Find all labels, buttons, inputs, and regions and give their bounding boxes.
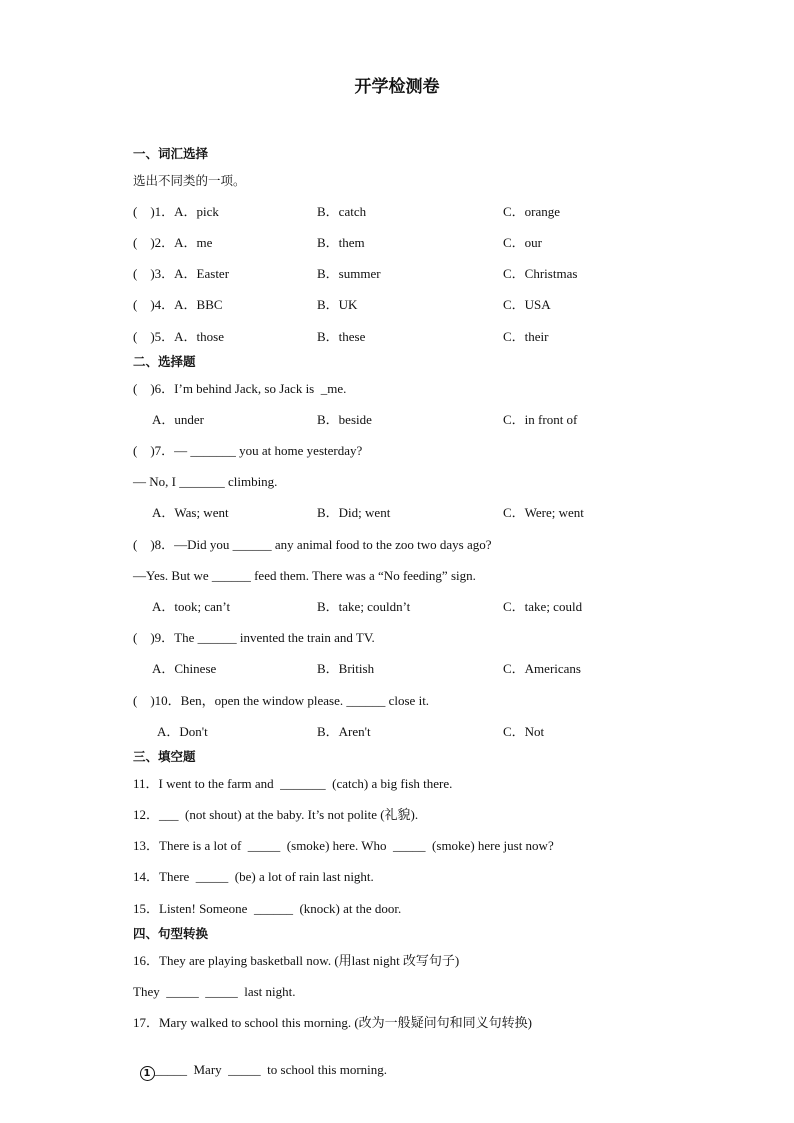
question-14: 14．There _____ (be) a lot of rain last night.: [133, 869, 374, 884]
question-13: 13．There is a lot of _____ (smoke) here. Who _____ (smoke) here just now?: [133, 838, 554, 853]
question-6: ( )6．I’m behind Jack, so Jack is _me.: [133, 381, 347, 396]
question-8-reply: —Yes. But we ______ feed them. There was a “No feeding” sign.: [133, 568, 476, 583]
option-b: B．Did; went: [317, 505, 391, 520]
option-c: C．take; could: [503, 599, 583, 614]
question-15: 15．Listen! Someone ______ (knock) at the door.: [133, 901, 402, 916]
option-c: C．Not: [503, 724, 545, 739]
question-17-answer: _____ Mary _____ to school this morning.: [154, 1062, 388, 1077]
option-c: C．USA: [503, 297, 551, 312]
option-b: B．these: [317, 329, 366, 344]
option-b: B．summer: [317, 266, 381, 281]
question-3: ( )3．A．Easter: [133, 266, 230, 281]
question-11: 11．I went to the farm and _______ (catch) a big fish there.: [133, 776, 453, 791]
option-a: A．under: [152, 412, 204, 427]
question-16: 16．They are playing basketball now. (用last night 改写句子): [133, 953, 460, 968]
question-7-reply: — No, I _______ climbing.: [133, 474, 278, 489]
option-b: B．them: [317, 235, 365, 250]
question-1: ( )1．A．pick: [133, 204, 219, 219]
question-9: ( )9．The ______ invented the train and TV.: [133, 630, 375, 645]
option-c: C．Americans: [503, 661, 581, 676]
option-c: C．our: [503, 235, 543, 250]
question-16-answer: They _____ _____ last night.: [133, 984, 296, 999]
option-b: B．catch: [317, 204, 367, 219]
option-b: B．UK: [317, 297, 358, 312]
section-heading-transform: 四、句型转换: [133, 926, 209, 941]
option-b: B．beside: [317, 412, 372, 427]
circled-number-marker: 1: [140, 1066, 155, 1081]
option-c: C．in front of: [503, 412, 578, 427]
option-a: A．took; can’t: [152, 599, 231, 614]
page-title: 开学检测卷: [354, 77, 440, 97]
question-12: 12．___ (not shout) at the baby. It’s not polite (礼貌).: [133, 807, 419, 822]
option-a: A．Chinese: [152, 661, 217, 676]
section-heading-fill: 三、填空题: [133, 749, 196, 764]
option-b: B．British: [317, 661, 375, 676]
option-a: A．Don't: [157, 724, 208, 739]
question-8: ( )8．—Did you ______ any animal food to the zoo two days ago?: [133, 537, 492, 552]
option-c: C．Christmas: [503, 266, 578, 281]
question-17-answer-line: [133, 1046, 387, 1081]
question-4: ( )4．A．BBC: [133, 297, 223, 312]
section-instruction: 选出不同类的一项。: [133, 173, 246, 188]
question-17: 17．Mary walked to school this morning. (改为一般疑问句和同义句转换): [133, 1015, 532, 1030]
question-2: ( )2．A．me: [133, 235, 213, 250]
option-b: B．take; couldn’t: [317, 599, 411, 614]
option-c: C．orange: [503, 204, 561, 219]
question-5: ( )5．A．those: [133, 329, 224, 344]
question-10: ( )10．Ben，open the window please. ______ close it.: [133, 693, 430, 708]
section-heading-vocab: 一、词汇选择: [133, 146, 209, 161]
option-a: A．Was; went: [152, 505, 229, 520]
question-7: ( )7．— _______ you at home yesterday?: [133, 443, 363, 458]
option-c: C．their: [503, 329, 549, 344]
section-heading-choice: 二、选择题: [133, 354, 196, 369]
option-c: C．Were; went: [503, 505, 584, 520]
option-b: B．Aren't: [317, 724, 371, 739]
